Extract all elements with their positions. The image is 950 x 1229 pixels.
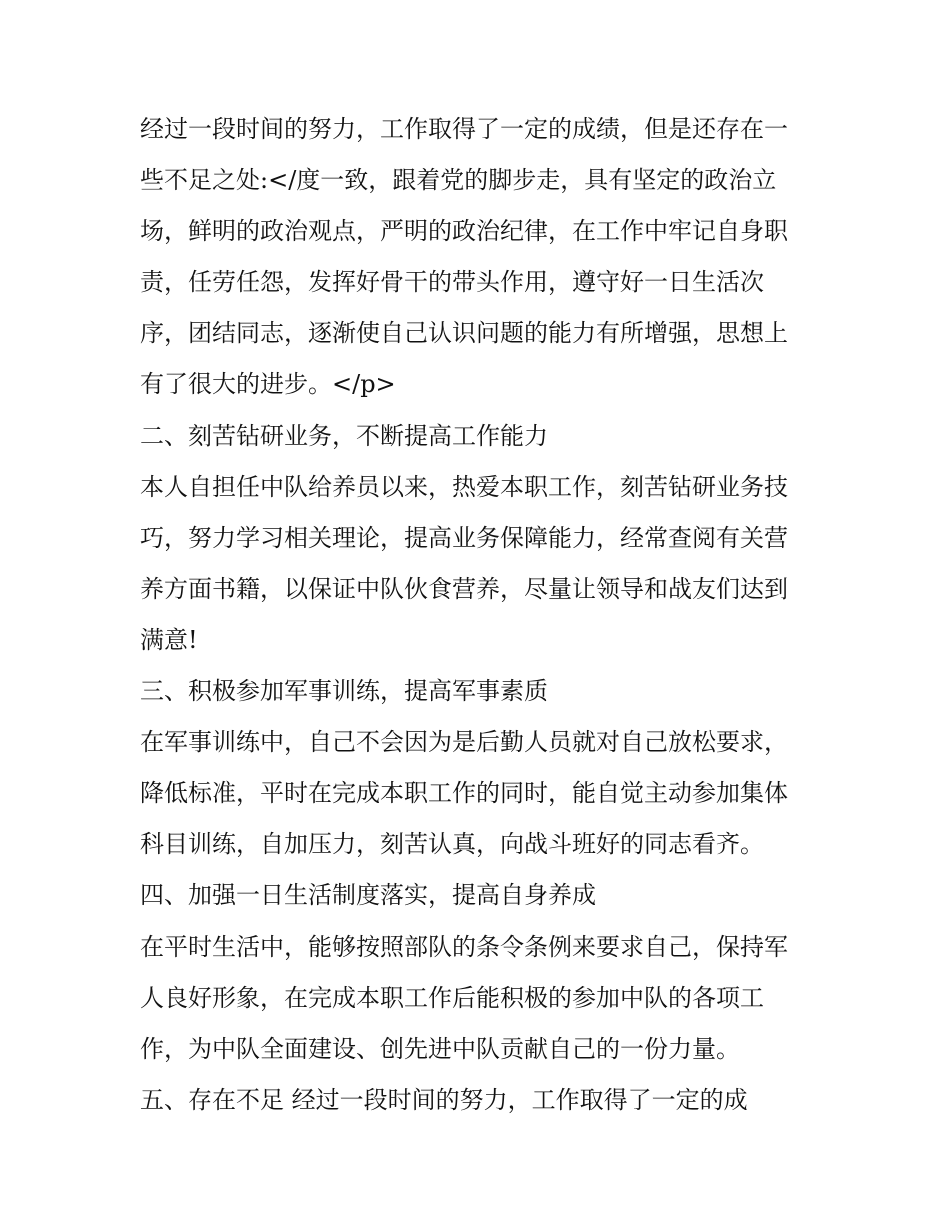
paragraph-line: 作，为中队全面建设、创先进中队贡献自己的一份力量。 (140, 1034, 740, 1063)
paragraph-line: 养方面书籍，以保证中队伙食营养，尽量让领导和战友们达到 (140, 574, 788, 603)
paragraph-line: 在军事训练中，自己不会因为是后勤人员就对自己放松要求， (140, 728, 788, 757)
paragraph-line: 责，任劳任怨，发挥好骨干的带头作用，遵守好一日生活次 (140, 268, 764, 297)
section-heading: 三、积极参加军事训练，提高军事素质 (140, 677, 548, 706)
paragraph-line: 些不足之处:</度一致，跟着党的脚步走，具有坚定的政治立 (140, 166, 777, 195)
paragraph-line: 降低标准，平时在完成本职工作的同时，能自觉主动参加集体 (140, 779, 788, 808)
paragraph-line: 巧，努力学习相关理论，提高业务保障能力，经常查阅有关营 (140, 523, 788, 552)
section-heading: 四、加强一日生活制度落实，提高自身养成 (140, 881, 596, 910)
paragraph-line: 经过一段时间的努力，工作取得了一定的成绩，但是还存在一 (140, 115, 788, 143)
paragraph-line: 科目训练，自加压力，刻苦认真，向战斗班好的同志看齐。 (140, 830, 764, 859)
section-heading: 二、刻苦钻研业务，不断提高工作能力 (140, 421, 548, 450)
paragraph-line: 场，鲜明的政治观点，严明的政治纪律，在工作中牢记自身职 (140, 217, 788, 246)
paragraph-line: 在平时生活中，能够按照部队的条令条例来要求自己，保持军 (140, 932, 788, 961)
paragraph-line: 人良好形象，在完成本职工作后能积极的参加中队的各项工 (140, 983, 764, 1012)
paragraph-line: 满意! (140, 625, 198, 654)
paragraph-line: 序，团结同志，逐渐使自己认识问题的能力有所增强，思想上 (140, 319, 788, 348)
section-heading: 五、存在不足 经过一段时间的努力，工作取得了一定的成 (140, 1085, 748, 1114)
paragraph-line: 有了很大的进步。</p> (140, 370, 396, 399)
paragraph-line: 本人自担任中队给养员以来，热爱本职工作，刻苦钻研业务技 (140, 472, 788, 501)
document-body (140, 104, 820, 1126)
